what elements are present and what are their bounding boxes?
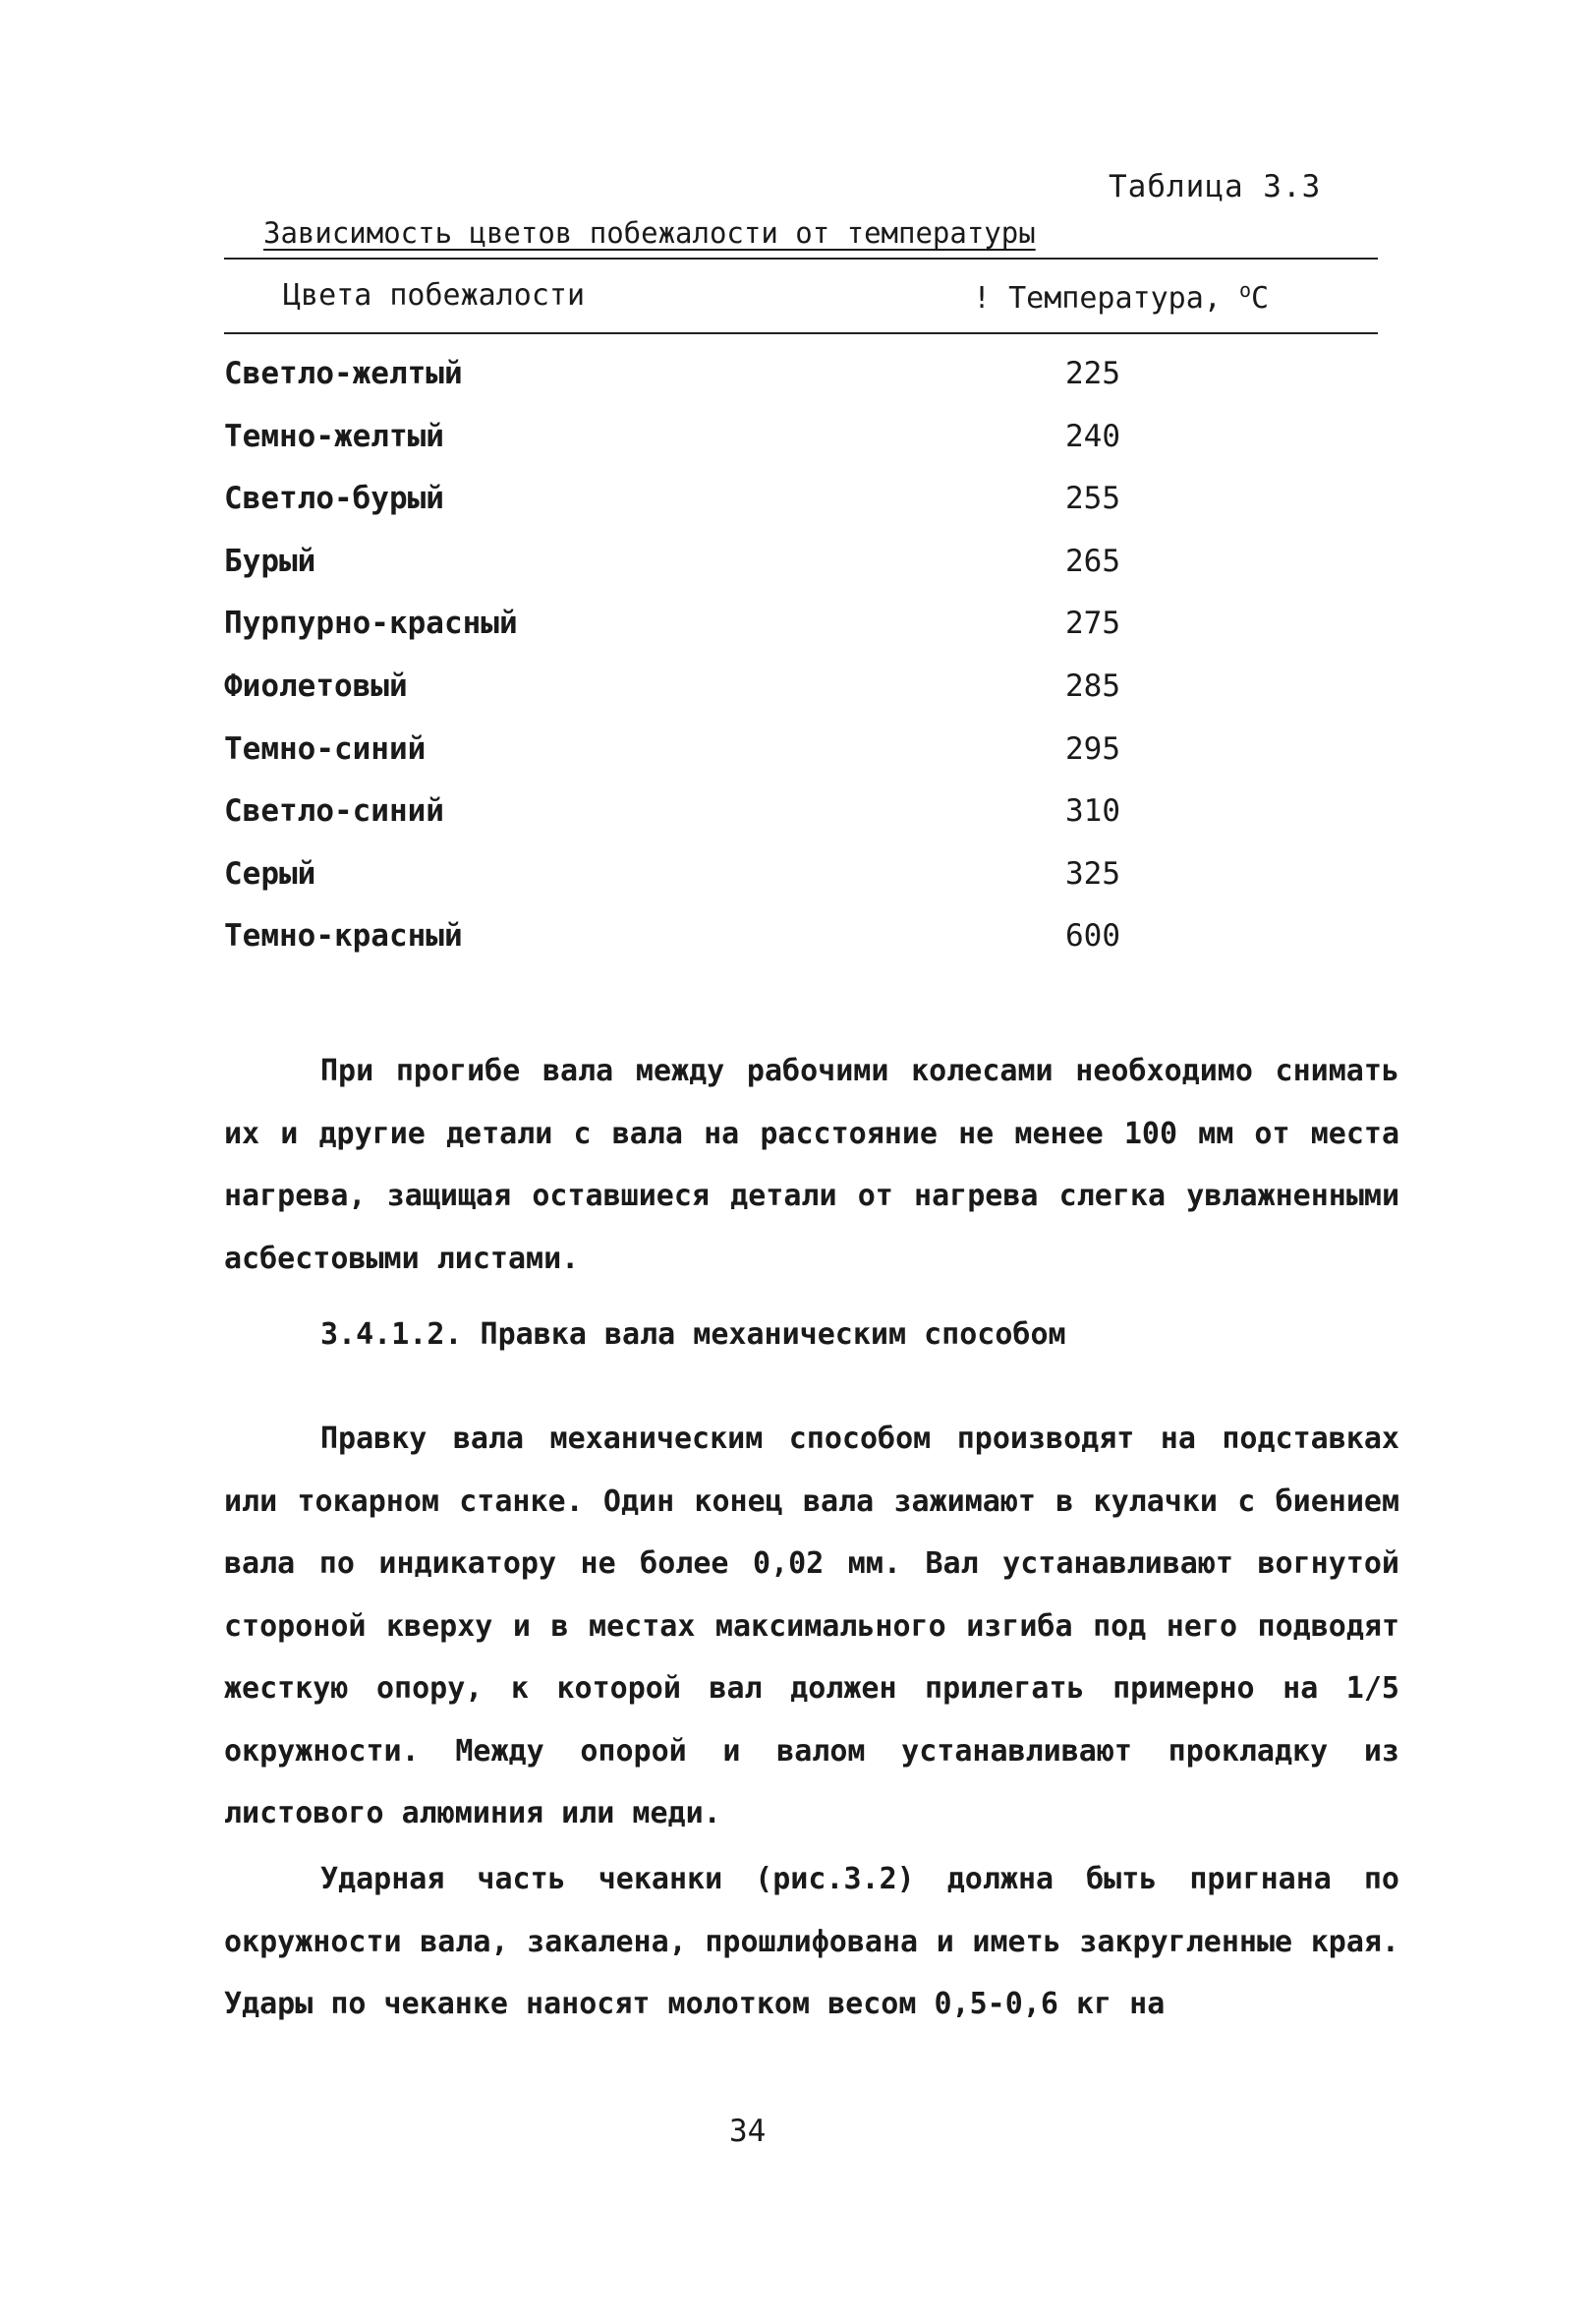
table-row bbox=[224, 668, 1378, 731]
table-row bbox=[224, 918, 1378, 981]
color-cell: Пурпурно-красный bbox=[224, 606, 518, 642]
table-row bbox=[224, 544, 1378, 607]
color-cell: Бурый bbox=[224, 543, 316, 579]
temperature-cell: 310 bbox=[1065, 793, 1120, 830]
paragraph-text: Ударная часть чеканки (рис.3.2) должна быть пригнана по окружности вала, закалена, прошлифована и иметь закругленные края. Удары по чеканке наносят молотком весом 0,5-0,6 кг на bbox=[224, 1862, 1399, 2021]
temperature-cell: 295 bbox=[1065, 730, 1120, 767]
temperature-cell: 275 bbox=[1065, 606, 1120, 642]
table-row bbox=[224, 606, 1378, 668]
temperature-unit: С bbox=[1250, 281, 1270, 316]
table-top-rule bbox=[224, 258, 1378, 260]
table-header-temperature bbox=[973, 278, 1269, 316]
temperature-cell: 600 bbox=[1065, 918, 1120, 955]
temperature-cell: 255 bbox=[1065, 481, 1120, 517]
table-row bbox=[224, 356, 1378, 419]
paragraph-shaft-deflection bbox=[224, 1040, 1399, 1290]
paragraph-mechanical-straightening bbox=[224, 1408, 1399, 1845]
color-cell: Серый bbox=[224, 855, 316, 892]
temperature-cell: 240 bbox=[1065, 418, 1120, 454]
table-row bbox=[224, 856, 1378, 919]
table-header-temperature-label: ! Температура, bbox=[973, 281, 1239, 316]
temperature-cell: 265 bbox=[1065, 543, 1120, 579]
paragraph-text: При прогибе вала между рабочими колесами необходимо снимать их и другие детали с вала на расстояние не менее 100 мм от места нагрева, защищая оставшиеся детали от нагрева слегка увлажненными асбестовыми листами. bbox=[224, 1054, 1399, 1276]
table-row bbox=[224, 419, 1378, 482]
paragraph-caulking-tool bbox=[224, 1848, 1399, 2036]
temperature-cell: 225 bbox=[1065, 356, 1120, 391]
color-cell: Темно-желтый bbox=[224, 418, 444, 454]
temperature-cell: 325 bbox=[1065, 855, 1120, 892]
table-caption: Зависимость цветов побежалости от температуры bbox=[263, 216, 1036, 250]
section-heading: 3.4.1.2. Правка вала механическим способом bbox=[320, 1317, 1066, 1352]
color-cell: Темно-красный bbox=[224, 918, 463, 955]
color-cell: Светло-бурый bbox=[224, 481, 444, 517]
table-header-colors: Цвета побежалости bbox=[283, 278, 586, 313]
table-row bbox=[224, 731, 1378, 794]
table-row bbox=[224, 793, 1378, 856]
page-number: 34 bbox=[729, 2114, 767, 2149]
table-number: Таблица 3.3 bbox=[1109, 169, 1322, 204]
table-body bbox=[224, 356, 1378, 981]
paragraph-text: Правку вала механическим способом производят на подставках или токарном станке. Один конец вала зажимают в кулачки с биением вала по индикатору не более 0,02 мм. Вал устанавливают вогнутой стороной кверху и в местах максимального изгиба под него подводят жесткую опору, к которой вал должен прилегать примерно на 1/5 окружности. Между опорой и валом устанавливают прокладку из листового алюминия или меди. bbox=[224, 1422, 1399, 1830]
color-cell: Темно-синий bbox=[224, 730, 427, 767]
color-cell: Светло-желтый bbox=[224, 356, 463, 391]
degree-sign: о bbox=[1238, 278, 1251, 302]
table-header-rule bbox=[224, 332, 1378, 334]
table-row bbox=[224, 481, 1378, 544]
color-cell: Светло-синий bbox=[224, 793, 444, 830]
temperature-cell: 285 bbox=[1065, 668, 1120, 704]
color-cell: Фиолетовый bbox=[224, 668, 408, 704]
